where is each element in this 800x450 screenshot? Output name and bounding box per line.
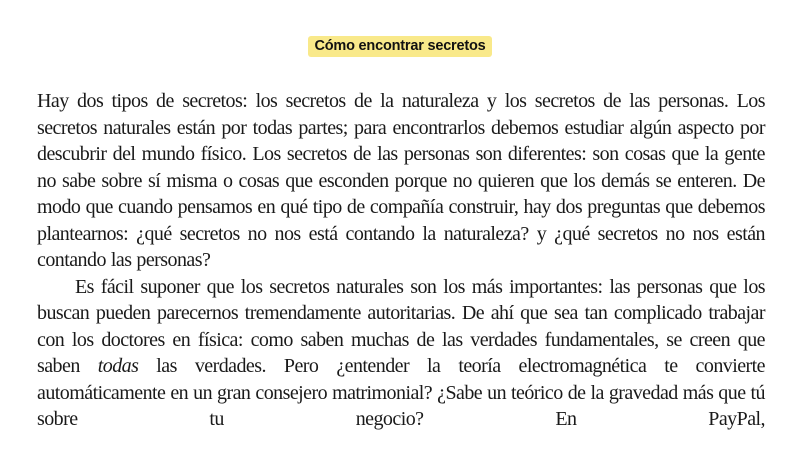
body-text <box>37 88 765 433</box>
paragraph-2-text-start: Es fácil suponer que los secretos naturales son los más importantes: las personas que los buscan pueden parecernos tremendamente autoritarias. De ahí que sea tan complicado trabajar con los doctores en física: como saben muchas de las verdades fundamentales, se creen que saben <box>37 275 765 377</box>
section-title: Cómo encontrar secretos <box>308 36 491 57</box>
italic-emphasis: todas <box>97 355 139 377</box>
paragraph-2 <box>37 274 765 433</box>
paragraph-1: Hay dos tipos de secretos: los secretos de la naturaleza y los secretos de las personas. Los secretos naturales están por todas partes; para encontrarlos debemos estudiar algún aspecto por descubrir del mundo físico. Los secretos de las personas son diferentes: son cosas que la gente no sabe sobre sí misma o cosas que esconden porque no quieren que los demás se enteren. De modo que cuando pensamos en qué tipo de compañía construir, hay dos preguntas que debemos plantearnos: ¿qué secretos no nos está contando la naturaleza? y ¿qué secretos no nos están contando las personas? <box>37 90 765 271</box>
paragraph-2-text-end: las verdades. Pero ¿entender la teoría electromagnética te convierte automáticamente en un gran consejero matrimonial? ¿Sabe un teórico de la gravedad más que tú sobre tu negocio? En PayPal, <box>37 355 765 430</box>
title-container <box>0 36 800 57</box>
